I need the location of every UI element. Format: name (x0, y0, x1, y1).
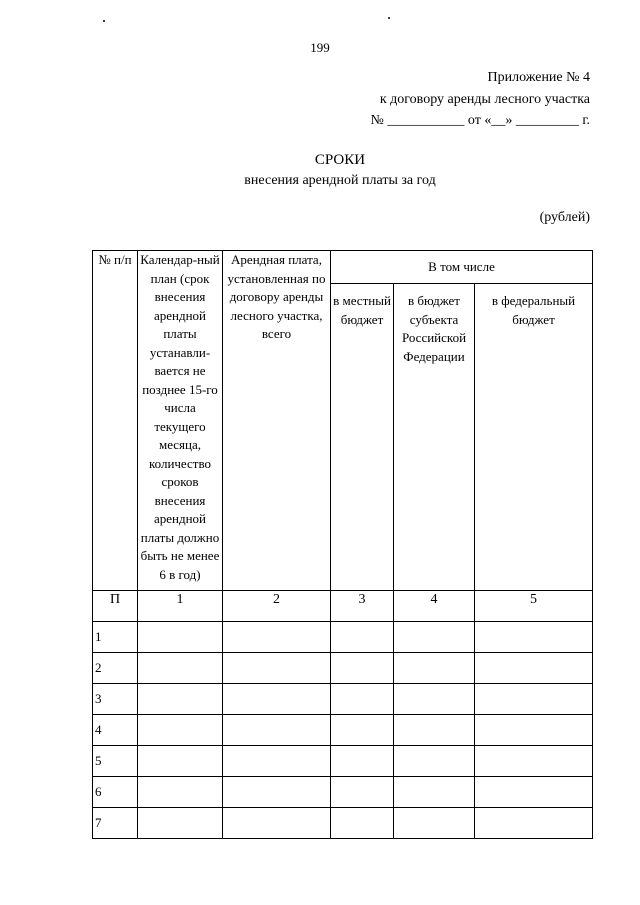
empty-cell (475, 653, 593, 684)
units-label: (рублей) (539, 210, 590, 225)
table-row (93, 746, 593, 777)
empty-cell (475, 684, 593, 715)
empty-cell (223, 715, 331, 746)
empty-cell (394, 746, 475, 777)
appendix-title: Приложение № 4 (487, 70, 590, 85)
document-title: СРОКИ (314, 152, 366, 168)
index-cell: П (93, 591, 138, 622)
row-number: 6 (93, 777, 138, 808)
payment-schedule-table (92, 250, 593, 839)
empty-cell (475, 777, 593, 808)
empty-cell (138, 622, 223, 653)
empty-cell (394, 653, 475, 684)
table-row (93, 777, 593, 808)
table-row (93, 715, 593, 746)
row-number: 7 (93, 808, 138, 839)
row-number: 2 (93, 653, 138, 684)
empty-cell (138, 777, 223, 808)
table-row (93, 622, 593, 653)
empty-cell (223, 746, 331, 777)
empty-cell (475, 715, 593, 746)
row-number: 3 (93, 684, 138, 715)
empty-cell (331, 808, 394, 839)
row-number: 1 (93, 622, 138, 653)
header-rent-total: Арендная плата, установленная по договору аренды лесного участка, всего (223, 251, 331, 591)
header-no: № п/п (93, 251, 138, 591)
index-cell: 2 (223, 591, 331, 622)
document-subtitle: внесения арендной платы за год (244, 173, 436, 188)
header-calendar-plan: Календар-ный план (срок внесения арендной платы устанавли-вается не позднее 15-го числа текущего месяца, количество сроков внесения арендной платы должно быть не менее 6 в год) (138, 251, 223, 591)
empty-cell (331, 684, 394, 715)
empty-cell (138, 715, 223, 746)
empty-cell (394, 622, 475, 653)
empty-cell (394, 777, 475, 808)
scan-speck (103, 20, 105, 22)
header-federal-budget: в федеральный бюджет (475, 284, 593, 591)
appendix-number-date: № ___________ от «__» _________ г. (370, 113, 590, 128)
index-cell: 4 (394, 591, 475, 622)
index-cell: 3 (331, 591, 394, 622)
empty-cell (475, 808, 593, 839)
empty-cell (223, 777, 331, 808)
empty-cell (331, 746, 394, 777)
page-number: 199 (310, 40, 330, 55)
empty-cell (223, 684, 331, 715)
table-row (93, 808, 593, 839)
table-row (93, 684, 593, 715)
header-subject-budget: в бюджет субъекта Российской Федерации (394, 284, 475, 591)
empty-cell (223, 653, 331, 684)
empty-cell (331, 653, 394, 684)
empty-cell (331, 622, 394, 653)
empty-cell (223, 622, 331, 653)
appendix-contract: к договору аренды лесного участка (379, 92, 590, 107)
header-including: В том числе (331, 251, 593, 284)
empty-cell (394, 684, 475, 715)
empty-cell (331, 715, 394, 746)
empty-cell (475, 746, 593, 777)
empty-cell (394, 715, 475, 746)
empty-cell (223, 808, 331, 839)
empty-cell (138, 653, 223, 684)
scan-speck (388, 17, 390, 19)
empty-cell (138, 684, 223, 715)
row-number: 4 (93, 715, 138, 746)
empty-cell (394, 808, 475, 839)
empty-cell (138, 808, 223, 839)
header-local-budget: в местный бюджет (331, 284, 394, 591)
index-cell: 1 (138, 591, 223, 622)
empty-cell (138, 746, 223, 777)
empty-cell (331, 777, 394, 808)
empty-cell (475, 622, 593, 653)
table-row (93, 653, 593, 684)
index-cell: 5 (475, 591, 593, 622)
row-number: 5 (93, 746, 138, 777)
